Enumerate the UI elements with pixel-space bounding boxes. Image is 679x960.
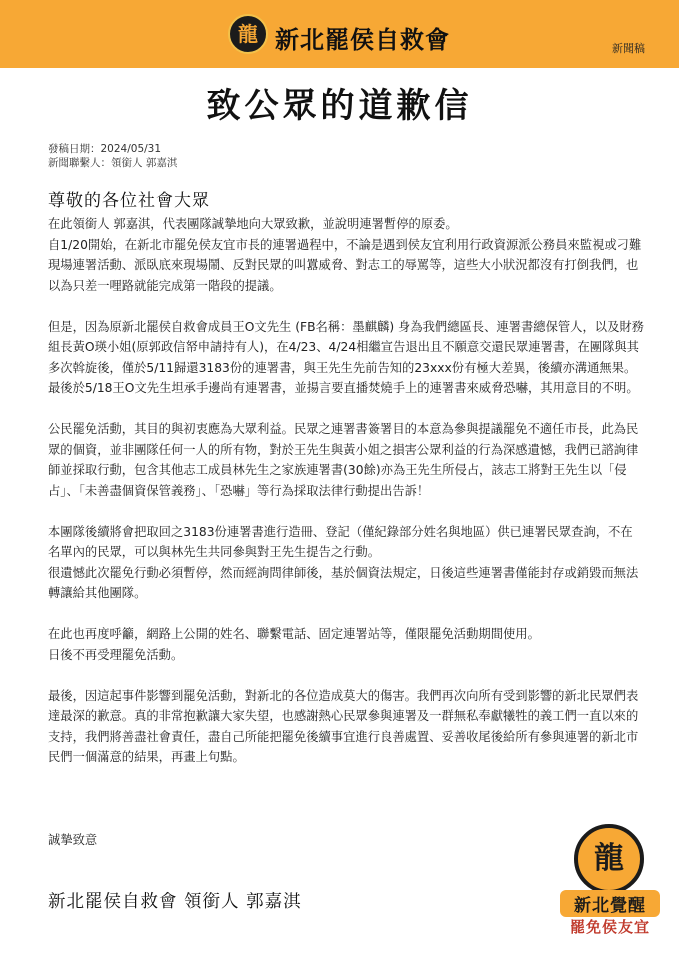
- badge-glyph: 龍: [594, 841, 624, 876]
- paragraph-apology: 在此領銜人 郭嘉淇，代表團隊誠摯地向大眾致歉，並說明連署暫停的原委。: [48, 217, 458, 231]
- meta-info: [48, 142, 177, 170]
- letter-body: [48, 214, 644, 768]
- badge-subtitle: 罷免侯友宜: [569, 918, 650, 936]
- campaign-badge: [560, 818, 660, 938]
- org-name: 新北罷侯自救會: [275, 26, 450, 54]
- paragraph-suspension: 很遺憾此次罷免行動必須暫停，然而經詢問律師後，基於個資法規定，日後這些連署書僅能封存或銷毀而無法轉讓給其他團隊。: [48, 565, 639, 600]
- paragraph-background: 自1/20開始，在新北市罷免侯友宜市長的連署過程中，不論是遇到侯友宜利用行政資源派公務員來監視或刁難現場連署活動、派臥底來現場鬧、反對民眾的叫囂威脅、對志工的辱罵等，這些大小狀況都沒有打倒我們，也以為只差一哩路就能完成第一階段的提議。: [48, 237, 642, 293]
- paragraph-incident: 但是，因為原新北罷侯自救會成員王O文先生 (FB名稱：墨麒麟) 身為我們總區長、連署書總保管人，以及財務組長黃O瑛小姐(原郭政信帑申請持有人)，在4/23、4/24相繼宣告退出且不願意交還民眾連署書，在團隊與其多次斡旋後，僅於5/11歸還3183份的連署書，與王先生先前告知的23xxx份有極大差異，後續亦溝通無果。最後於5/18王O文先生坦承手邊尚有連署書，並揚言要直播焚燒手上的連署書來威脅恐嚇，其用意目的不明。: [48, 319, 644, 395]
- salutation: 尊敬的各位社會大眾: [48, 191, 210, 211]
- paragraph-registry: 本團隊後續將會把取回之3183份連署書進行造冊、登記（僅紀錄部分姓名與地區）供已連署民眾查詢，不在名單內的民眾，可以與林先生共同參與對王先生提告之行動。: [48, 524, 633, 559]
- release-date: 發稿日期：2024/05/31: [48, 143, 162, 155]
- paragraph-no-more: 日後不再受理罷免活動。: [48, 647, 184, 662]
- badge-name: 新北覺醒: [560, 890, 660, 917]
- logo-glyph: 龍: [238, 22, 258, 46]
- release-tag: 新聞稿: [612, 42, 645, 55]
- signature: 新北罷侯自救會 領銜人 郭嘉淇: [48, 892, 302, 912]
- paragraph-legal-action: 公民罷免活動，其目的與初衷應為大眾利益。民眾之連署書簽署目的本意為參與提議罷免不適任市長，此為民眾的個資，並非團隊任何一人的所有物，對於王先生與黃小姐之損害公眾利益的行為深感遺憾，我們已諮詢律師並採取行動，包含其他志工成員林先生之家族連署書(30餘)亦為王先生所侵占，該志工將對王先生以「侵占」、「未善盡個資保管義務」、「恐嚇」等行為採取法律行動提出告訴！: [48, 422, 639, 498]
- dragon-badge-icon: [574, 824, 644, 894]
- page-title: 致公眾的道歉信: [206, 86, 473, 126]
- closing: 誠摯致意: [48, 833, 98, 847]
- dragon-logo-icon: [228, 14, 268, 54]
- paragraph-final: 最後，因這起事件影響到罷免活動，對新北的各位造成莫大的傷害。我們再次向所有受到影響的新北民眾們表達最深的歉意。真的非常抱歉讓大家失望，也感謝熱心民眾參與連署及一群無私奉獻犧牲的義工們一直以來的支持，我們將善盡社會責任，盡自己所能把罷免後續事宜進行良善處置、妥善收尾後給所有參與連署的新北市民們一個滿意的結果，再畫上句點。: [48, 688, 639, 764]
- press-contact: 新聞聯繫人：領銜人 郭嘉淇: [48, 157, 178, 169]
- paragraph-appeal: 在此也再度呼籲，網路上公開的姓名、聯繫電話、固定連署站等，僅限罷免活動期間使用。: [48, 627, 540, 641]
